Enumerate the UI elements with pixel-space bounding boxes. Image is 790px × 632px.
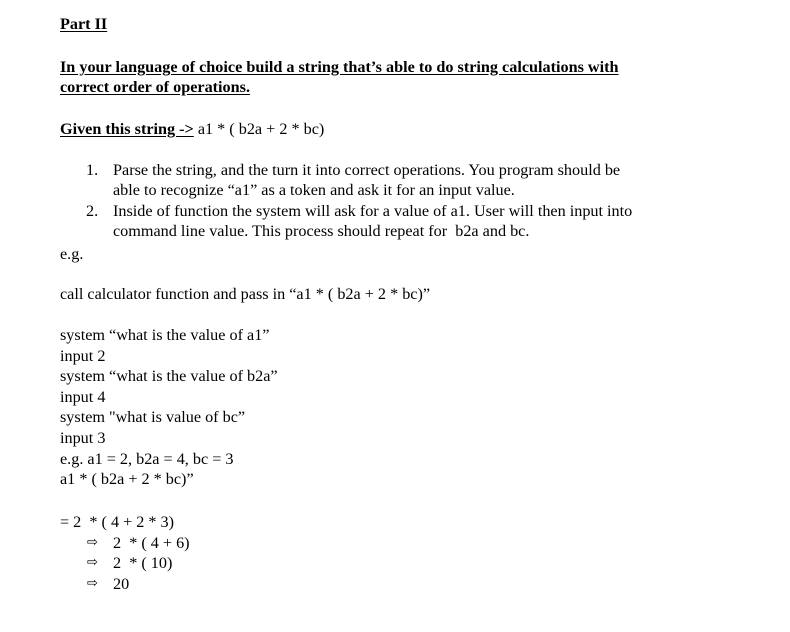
given-string-line (60, 119, 324, 139)
session-line: system “what is the value of b2a” (60, 367, 278, 385)
call-line: call calculator function and pass in “a1 * ( b2a + 2 * bc)” (60, 285, 431, 303)
list-item-text: Parse the string, and the turn it into correct operations. You program should be (113, 161, 621, 179)
session-line: system "what is value of bc” (60, 408, 246, 426)
evaluation-step: 20 (113, 575, 130, 593)
session-line: a1 * ( b2a + 2 * bc)” (60, 470, 194, 488)
eg-label: e.g. (60, 245, 84, 263)
list-item-text: command line value. This process should repeat for b2a and bc. (113, 222, 530, 240)
session-line: system “what is the value of a1” (60, 326, 270, 344)
evaluation-step: 2 * ( 4 + 6) (113, 534, 190, 552)
evaluation-first-line: = 2 * ( 4 + 2 * 3) (60, 513, 175, 531)
right-arrow-icon: ⇨ (87, 576, 98, 591)
session-line: input 3 (60, 429, 106, 447)
task-line-1: In your language of choice build a string that’s able to do string calculations with (60, 58, 619, 76)
session-line: input 2 (60, 347, 106, 365)
right-arrow-icon: ⇨ (87, 555, 98, 570)
list-item-number: 2. (86, 202, 99, 220)
session-line: input 4 (60, 388, 106, 406)
session-line: e.g. a1 = 2, b2a = 4, bc = 3 (60, 450, 234, 468)
list-item-text: Inside of function the system will ask for a value of a1. User will then input into (113, 202, 633, 220)
task-line-2: correct order of operations. (60, 78, 250, 96)
part-heading: Part II (60, 15, 108, 33)
list-item-number: 1. (86, 161, 99, 179)
given-expression: a1 * ( b2a + 2 * bc) (193, 120, 325, 138)
list-item-text: able to recognize “a1” as a token and ask it for an input value. (113, 181, 515, 199)
evaluation-step: 2 * ( 10) (113, 554, 173, 572)
given-label: Given this string -> (60, 120, 194, 138)
right-arrow-icon: ⇨ (87, 535, 98, 550)
